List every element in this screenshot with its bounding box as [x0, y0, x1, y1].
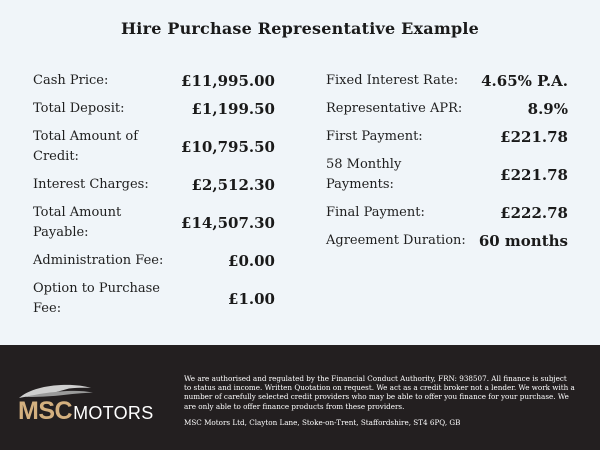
finance-value: £14,507.30: [181, 214, 275, 232]
finance-row-total-deposit: [33, 95, 275, 123]
finance-value: £0.00: [228, 252, 275, 270]
finance-row-option-to-purchase-fee: [33, 275, 275, 323]
finance-label: Total Amount of Credit:: [33, 129, 139, 164]
finance-value: £10,795.50: [181, 138, 275, 156]
finance-label: Total Deposit:: [33, 101, 125, 116]
finance-label: Interest Charges:: [33, 177, 149, 192]
finance-label: First Payment:: [326, 129, 423, 144]
finance-value: £1,199.50: [191, 100, 275, 118]
page-title: Hire Purchase Representative Example: [120, 19, 479, 38]
finance-value: £222.78: [500, 204, 568, 222]
finance-value: 60 months: [478, 232, 568, 250]
finance-row-representative-apr: [326, 95, 568, 123]
finance-row-agreement-duration: [326, 227, 568, 255]
finance-label: Option to Purchase Fee:: [33, 281, 160, 316]
finance-row-total-amount-of-credit: [33, 123, 275, 171]
finance-value: £2,512.30: [191, 176, 275, 194]
finance-left-column: [33, 67, 275, 323]
finance-row-interest-charges: [33, 171, 275, 199]
finance-label: Cash Price:: [33, 73, 109, 88]
logo-motors-text: MOTORS: [73, 403, 154, 423]
logo-wordmark: [18, 397, 154, 426]
finance-value: £11,995.00: [181, 72, 275, 90]
logo-msc-text: MSC: [18, 397, 73, 425]
finance-row-total-amount-payable: [33, 199, 275, 247]
finance-label: Administration Fee:: [33, 253, 164, 268]
msc-motors-logo: [17, 379, 167, 429]
finance-label: Final Payment:: [326, 205, 425, 220]
finance-label: Fixed Interest Rate:: [326, 73, 459, 88]
finance-label: Agreement Duration:: [326, 233, 466, 248]
finance-row-cash-price: [33, 67, 275, 95]
finance-label: Total Amount Payable:: [33, 205, 122, 240]
finance-row-monthly-payments: [326, 151, 568, 199]
finance-label: 58 Monthly Payments:: [326, 157, 402, 192]
legal-disclaimer: We are authorised and regulated by the Financial Conduct Authority, FRN: 938507. All finance is subject to status and income. Written Quotation on request. We act as a credit broker not a lender. We work with a number of carefully selected credit providers who may be able to offer you finance for your purchase. We are only able to offer finance products from these providers.: [184, 374, 575, 411]
footer: [0, 345, 600, 450]
finance-value: 8.9%: [527, 100, 568, 118]
finance-row-first-payment: [326, 123, 568, 151]
finance-right-column: [326, 67, 568, 255]
finance-value: 4.65% P.A.: [481, 72, 568, 90]
finance-label: Representative APR:: [326, 101, 463, 116]
finance-row-administration-fee: [33, 247, 275, 275]
company-address: MSC Motors Ltd, Clayton Lane, Stoke-on-Trent, Staffordshire, ST4 6PQ, GB: [184, 418, 461, 427]
finance-row-final-payment: [326, 199, 568, 227]
finance-value: £221.78: [500, 128, 568, 146]
finance-row-fixed-interest-rate: [326, 67, 568, 95]
finance-value: £221.78: [500, 166, 568, 184]
finance-value: £1.00: [228, 290, 275, 308]
